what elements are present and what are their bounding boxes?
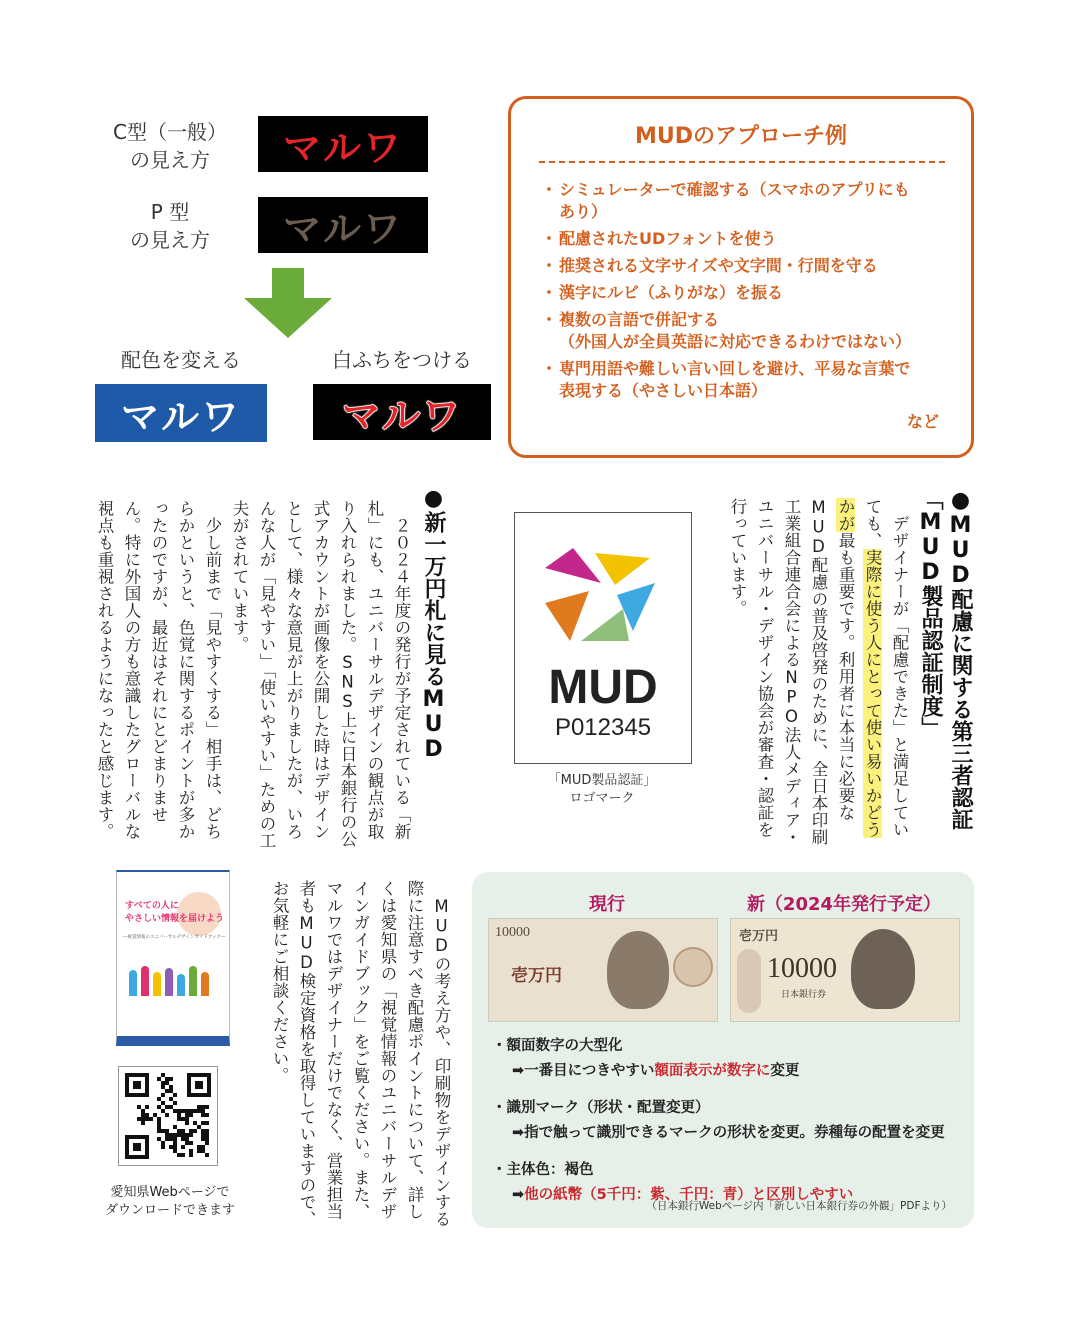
qr-module	[161, 1101, 165, 1105]
qr-module	[181, 1145, 185, 1149]
qr-module	[157, 1121, 161, 1125]
current-bill-label: 現行	[589, 894, 625, 915]
qr-module	[165, 1081, 169, 1085]
point-3-head: ・主体色：褐色	[492, 1162, 594, 1178]
qr-module	[177, 1133, 181, 1137]
qr-module	[197, 1125, 201, 1129]
qr-module	[157, 1129, 161, 1133]
qr-module	[181, 1137, 185, 1141]
approach-box	[508, 96, 974, 458]
current-bill-image	[488, 918, 718, 1022]
qr-module	[141, 1109, 145, 1113]
qr-module	[169, 1085, 173, 1089]
qr-module	[177, 1129, 181, 1133]
qr-module	[165, 1089, 169, 1093]
qr-module	[165, 1113, 169, 1117]
new-bill-portrait	[851, 929, 915, 1009]
change-color-label: 配色を変える	[121, 348, 241, 372]
qr-module	[205, 1141, 209, 1145]
qr-module	[177, 1109, 181, 1113]
qr-module	[137, 1105, 141, 1109]
qr-module	[173, 1093, 177, 1097]
qr-module	[201, 1105, 205, 1109]
qr-module	[141, 1121, 145, 1125]
qr-caption: 愛知県Webページで ダウンロードできます	[104, 1185, 235, 1218]
qr-module	[181, 1133, 185, 1137]
point-2-head: ・識別マーク（形状・配置変更）	[492, 1100, 710, 1116]
qr-module	[185, 1109, 189, 1113]
qr-module	[165, 1133, 169, 1137]
p-type-label: P 型 の見え方	[130, 200, 210, 252]
cover-title: すべての人に やさしい情報を届けよう	[125, 901, 225, 924]
cert-heading-1: ●MUD配慮に関する第三者認証	[948, 488, 973, 830]
qr-module	[193, 1109, 197, 1113]
approach-item: ・ シミュレーターで確認する（スマホのアプリにも あり）	[543, 179, 953, 223]
logo-petal	[581, 609, 629, 641]
approach-divider	[539, 161, 945, 163]
mud-logo	[514, 512, 692, 764]
cover-people-icon	[129, 962, 217, 996]
logo-caption: 「MUD製品認証」 ロゴマーク	[547, 773, 657, 806]
qr-module	[205, 1121, 209, 1125]
qr-module	[161, 1073, 165, 1077]
qr-module	[165, 1105, 169, 1109]
qr-module	[173, 1149, 177, 1153]
new-bill-image	[730, 918, 960, 1022]
point-3-sub: ➡他の紙幣（5千円：紫、千円：青）と区別しやすい	[512, 1187, 854, 1203]
approach-list	[543, 179, 953, 407]
approach-item: ・ 専門用語や難しい言い回しを避け、平易な言葉で 表現する（やさしい日本語）	[543, 358, 953, 402]
qr-module	[149, 1117, 153, 1121]
blue-word: マルワ	[120, 394, 241, 439]
qr-module	[173, 1101, 177, 1105]
qr-module	[169, 1105, 173, 1109]
approach-item: ・ 配慮されたUDフォントを使う	[543, 228, 953, 250]
qr-module	[157, 1137, 161, 1141]
qr-module	[169, 1077, 173, 1081]
new-bill-label: 新（2024年発行予定）	[746, 894, 942, 915]
qr-module	[185, 1141, 189, 1145]
qr-module	[177, 1153, 181, 1157]
qr-module	[161, 1145, 165, 1149]
p-type-word: マルワ	[282, 206, 403, 251]
qr-module	[201, 1149, 205, 1153]
cert-heading	[915, 488, 975, 848]
cert-body-post: 最も重要です。利用者に本当に必要なMUD配慮の普及啓発のために、全日本印刷工業組合連合会によるNPO法人メディア・ユニバーサル・デザイン協会が審査・認証を行っています。	[728, 498, 855, 846]
qr-module	[181, 1109, 185, 1113]
qr-module	[145, 1105, 149, 1109]
qr-module	[193, 1129, 197, 1133]
qr-module	[173, 1137, 177, 1141]
new-bill-small: 日本銀行券	[781, 990, 827, 1000]
point-1-sub: ➡一番目につきやすい額面表示が数字に変更	[512, 1063, 800, 1079]
qr-module	[205, 1137, 209, 1141]
cover-subtitle: ―視覚情報のユニバーサルデザインガイドブック―	[123, 935, 226, 940]
qr-module	[153, 1113, 157, 1117]
qr-code[interactable]	[118, 1066, 218, 1166]
qr-module	[161, 1109, 165, 1113]
qr-module	[201, 1145, 205, 1149]
down-arrow-head	[244, 298, 332, 338]
qr-module	[205, 1129, 209, 1133]
qr-module	[157, 1105, 161, 1109]
current-bill-portrait	[607, 931, 669, 1009]
qr-module	[161, 1085, 165, 1089]
qr-module	[173, 1109, 177, 1113]
qr-module	[185, 1137, 189, 1141]
qr-module	[141, 1113, 145, 1117]
c-type-sample	[258, 116, 428, 172]
qr-module	[165, 1137, 169, 1141]
qr-module	[165, 1077, 169, 1081]
qr-module	[141, 1117, 145, 1121]
logo-code: P012345	[554, 714, 652, 741]
qr-module	[189, 1149, 193, 1153]
qr-module	[169, 1089, 173, 1093]
qr-module	[185, 1133, 189, 1137]
qr-module	[205, 1133, 209, 1137]
qr-module	[169, 1145, 173, 1149]
current-bill-numeral: 10000	[495, 925, 530, 940]
qr-module	[197, 1109, 201, 1113]
cert-body-pre: デザイナーが「配慮できた」と満足していても、	[863, 498, 909, 838]
qr-module	[205, 1113, 209, 1117]
bill-points	[492, 1034, 962, 1212]
c-type-word: マルワ	[282, 125, 403, 170]
p-type-sample	[258, 197, 428, 253]
logo-petal	[545, 548, 601, 583]
cert-body-highlight: 実際に使う人にとって使い易いかどうかが	[836, 498, 882, 838]
approach-item: ・ 漢字にルビ（ふりがな）を振る	[543, 282, 953, 304]
qr-module	[169, 1097, 173, 1101]
qr-module	[201, 1109, 205, 1113]
qr-module	[201, 1113, 205, 1117]
cert-heading-2: 「MUD製品認証制度」	[918, 488, 943, 739]
qr-icon	[119, 1067, 217, 1165]
new-bill-watermark	[737, 949, 761, 1013]
qr-module	[177, 1113, 181, 1117]
qr-module	[161, 1129, 165, 1133]
qr-module	[157, 1117, 161, 1121]
qr-module	[173, 1141, 177, 1145]
qr-module	[185, 1117, 189, 1121]
qr-module	[173, 1145, 177, 1149]
qr-module	[157, 1097, 161, 1101]
qr-module	[197, 1149, 201, 1153]
current-bill-seal	[673, 947, 713, 987]
qr-module	[137, 1117, 141, 1121]
c-type-label: C型（一般） の見え方	[113, 120, 227, 172]
point-2-sub: ➡指で触って識別できるマークの形状を変更。券種毎の配置を変更	[512, 1125, 945, 1141]
qr-module	[177, 1117, 181, 1121]
qr-module	[165, 1129, 169, 1133]
qr-module	[185, 1121, 189, 1125]
new-bill-kanji: 壱万円	[739, 929, 779, 944]
qr-module	[145, 1113, 149, 1117]
blue-sample	[95, 384, 267, 442]
qr-module	[181, 1117, 185, 1121]
approach-etc: など	[906, 412, 939, 431]
qr-module	[205, 1105, 209, 1109]
qr-module	[181, 1129, 185, 1133]
qr-module	[173, 1133, 177, 1137]
qr-module	[189, 1129, 193, 1133]
qr-module	[205, 1153, 209, 1157]
qr-module	[185, 1113, 189, 1117]
qr-module	[201, 1133, 205, 1137]
mud-logo-mark	[515, 513, 691, 763]
logo-petal	[545, 591, 589, 641]
qr-module	[173, 1125, 177, 1129]
point-1-head: ・額面数字の大型化	[492, 1038, 623, 1054]
qr-module	[197, 1145, 201, 1149]
qr-module	[201, 1121, 205, 1125]
qr-module	[201, 1137, 205, 1141]
qr-module	[189, 1113, 193, 1117]
bill-box	[472, 872, 974, 1228]
qr-module	[189, 1141, 193, 1145]
new-bill-numeral: 10000	[767, 953, 837, 984]
bill-body: ２０２４年度の発行が予定されている「新札」にも、ユニバーサルデザインの観点が取り入れられました。SNS上に日本銀行の公式アカウントが画像を公開した時はデザインとして、様々な意見が上がりましたが、いろんな人が「見やすい」「使いやすい」ための工夫がされています。 少し前まで「見やすくする」相手は、どちらかというと、色覚に関するポイントが多かったのですが、最近はそれにとどまりません。特に外国人の方も意識したグローバルな視点も重視されるようになったと感じます。	[95, 500, 411, 849]
current-bill-kanji: 壱万円	[511, 966, 562, 986]
bill-source: （日本銀行Webページ内「新しい日本銀行券の外観」PDFより）	[646, 1200, 952, 1212]
qr-module	[157, 1125, 161, 1129]
white-border-sample	[313, 384, 491, 440]
qr-module	[189, 1109, 193, 1113]
guidebook-cover	[116, 870, 230, 1046]
white-border-label: 白ふちをつける	[332, 348, 472, 372]
white-border-word: マルワ	[341, 393, 462, 438]
qr-module	[197, 1105, 201, 1109]
qr-module	[161, 1081, 165, 1085]
qr-module	[169, 1133, 173, 1137]
qr-module	[161, 1141, 165, 1145]
qr-module	[193, 1121, 197, 1125]
qr-module	[161, 1093, 165, 1097]
qr-module	[201, 1129, 205, 1133]
approach-item: ・ 推奨される文字サイズや文字間・行間を守る	[543, 255, 953, 277]
logo-petal	[595, 553, 650, 585]
down-arrow-icon	[272, 268, 304, 300]
logo-text: MUD	[548, 661, 658, 714]
qr-module	[169, 1137, 173, 1141]
qr-module	[157, 1077, 161, 1081]
bill-heading: ●新一万円札に見るMUD	[421, 486, 446, 762]
qr-module	[189, 1153, 193, 1157]
approach-title: MUDのアプローチ例	[634, 124, 848, 149]
qr-module	[189, 1133, 193, 1137]
cert-body	[724, 498, 913, 848]
contact-body: MUDの考え方や、印刷物をデザインする際に注意すべき配慮ポイントについて、詳しくは愛知県の「視覚情報のユニバーサルデザインガイドブック」をご覧ください。また、マルワではデザイナーだけでなく、営業担当者もMUD検定資格を取得していますので、お気軽にご相談ください。	[270, 880, 451, 1228]
qr-module	[181, 1153, 185, 1157]
qr-module	[145, 1117, 149, 1121]
approach-item: ・ 複数の言語で併記する （外国人が全員英語に対応できるわけではない）	[543, 309, 953, 353]
